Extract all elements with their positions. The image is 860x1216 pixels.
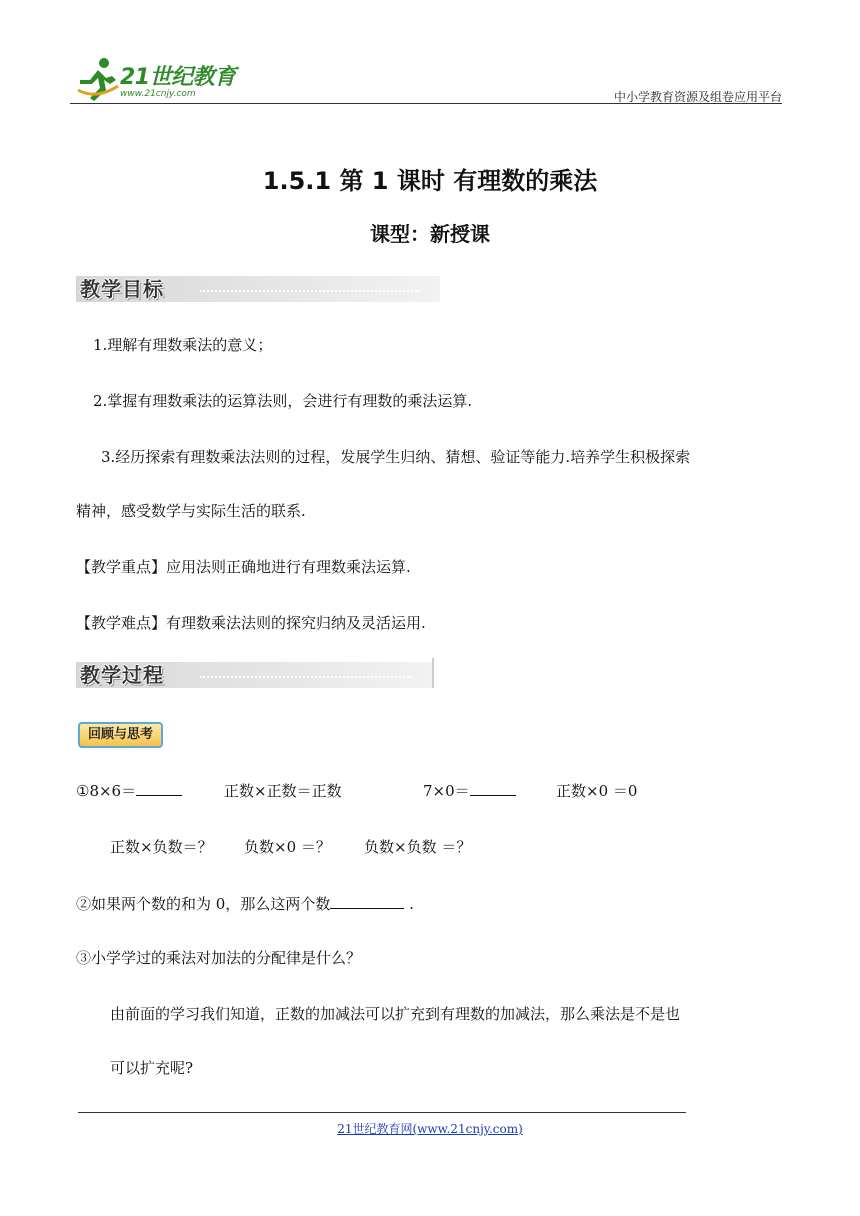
question-2-end: . [404,895,414,913]
question-1-line2-c: 负数×负数 ＝？ [364,838,472,856]
question-1-line2-a: 正数×负数＝？ [110,838,213,856]
banner-dots [200,290,420,292]
section-title-process: 教学过程 [80,663,164,687]
goal-item: 1.理解有理数乘法的意义； [93,336,273,354]
difficult-point: 【教学难点】有理数乘法法则的探究归纳及灵活运用. [76,614,426,632]
question-1-c [423,780,516,801]
question-1-a [76,780,182,801]
question-1-a-text: ①8×6＝ [76,782,137,800]
logo-url: www.21cnjy.com [120,89,196,99]
paragraph-line: 由前面的学习我们知道，正数的加减法可以扩充到有理数的加减法，那么乘法是不是也 [110,1005,681,1023]
answer-blank [136,781,182,796]
goal-item-continued: 精神，感受数学与实际生活的联系. [76,502,306,520]
question-2 [76,893,414,914]
logo-text: 21世纪教育 [120,65,236,90]
page-subtitle: 课型：新授课 [370,222,490,246]
review-badge: 回顾与思考 [78,722,163,748]
question-1-d: 正数×0 ＝0 [556,782,638,800]
question-1-line2-b: 负数×0 ＝？ [244,838,331,856]
banner-dots [200,676,412,678]
footer-link[interactable]: 21世纪教育网(www.21cnjy.com) [337,1122,523,1136]
answer-blank [330,894,404,909]
section-banner-goals [76,276,440,302]
question-1-b: 正数×正数＝正数 [224,782,342,800]
key-point: 【教学重点】应用法则正确地进行有理数乘法运算. [76,558,411,576]
question-3: ③小学学过的乘法对加法的分配律是什么？ [76,949,362,967]
question-1-c-text: 7×0＝ [423,782,470,800]
page-title: 1.5.1 第 1 课时 有理数的乘法 [262,167,598,195]
header-tagline: 中小学教育资源及组卷应用平台 [613,90,782,104]
question-2-text: ②如果两个数的和为 0，那么这两个数 [76,895,331,913]
paragraph-line: 可以扩充呢? [110,1059,194,1077]
answer-blank [470,781,516,796]
footer-divider [78,1112,686,1113]
section-banner-process [76,662,432,688]
header-divider [70,103,782,104]
goal-item: 2.掌握有理数乘法的运算法则，会进行有理数的乘法运算. [93,392,473,410]
runner-icon [76,56,120,102]
site-logo [76,56,246,106]
goal-item: 3.经历探索有理数乘法法则的过程，发展学生归纳、猜想、验证等能力.培养学生积极探索 [101,448,691,466]
section-title-goals: 教学目标 [80,277,164,301]
